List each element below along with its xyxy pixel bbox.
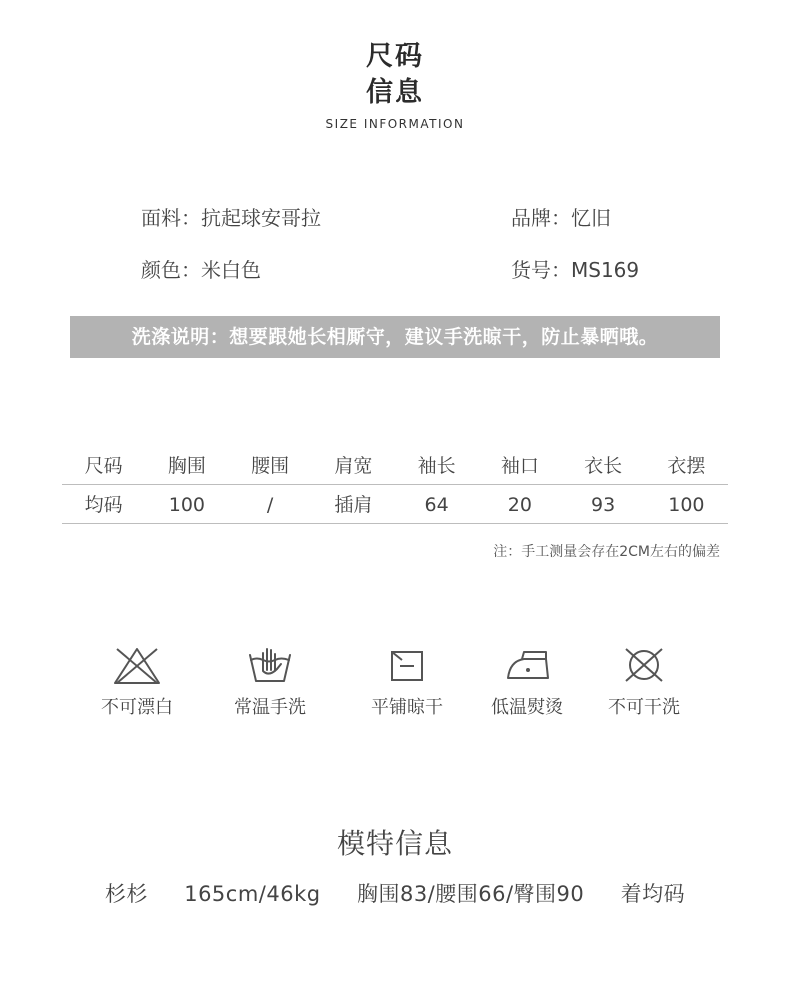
model-info-detail: [0, 878, 790, 908]
care-instructions-banner: 洗涤说明：想要跟她长相厮守，建议手洗晾干，防止暴晒哦。: [70, 316, 720, 358]
page-title-line2: 信息: [366, 77, 424, 108]
dry-flat-icon: [352, 643, 462, 687]
item-number-info: 货号：MS169: [511, 258, 640, 282]
care-label: 低温熨烫: [491, 697, 563, 718]
model-info-title: 模特信息: [336, 827, 453, 860]
table-cell: 均码: [84, 494, 123, 516]
table-cell: 100: [668, 494, 705, 516]
care-item-iron-low: [472, 643, 582, 719]
size-table-header-cell: 衣摆: [667, 455, 706, 477]
care-label: 不可漂白: [101, 697, 173, 718]
table-cell: 100: [168, 494, 205, 516]
size-table-header-cell: 胸围: [167, 455, 206, 477]
fabric-info: 面料：抗起球安哥拉: [141, 206, 321, 230]
measurement-note: 注：手工测量会存在2CM左右的偏差: [493, 544, 720, 560]
table-cell: 20: [507, 494, 532, 516]
size-table-header: [62, 446, 728, 485]
model-size-worn: 着均码: [620, 882, 686, 906]
care-item-dry-flat: [352, 643, 462, 719]
brand-info: 品牌：忆旧: [511, 206, 611, 230]
care-item-hand-wash: [215, 643, 325, 719]
care-item-no-bleach: [82, 643, 192, 719]
size-table-header-cell: 肩宽: [334, 455, 373, 477]
size-table-header-cell: 衣长: [584, 455, 623, 477]
page-subtitle: SIZE INFORMATION: [325, 117, 465, 131]
page-title-line1: 尺码: [366, 41, 424, 72]
size-table-header-cell: 袖长: [417, 455, 456, 477]
table-cell: /: [266, 494, 274, 516]
size-table: [62, 446, 728, 524]
size-table-header-cell: 尺码: [84, 455, 123, 477]
model-measurements: 胸围83/腰围66/臀围90: [356, 882, 585, 906]
table-cell: 插肩: [334, 494, 373, 516]
table-row: [62, 485, 728, 524]
size-table-header-cell: 袖口: [500, 455, 539, 477]
model-height-weight: 165cm/46kg: [184, 882, 321, 906]
size-table-header-cell: 腰围: [251, 455, 290, 477]
care-label: 平铺晾干: [371, 697, 443, 718]
table-cell: 64: [424, 494, 449, 516]
color-info: 颜色：米白色: [141, 258, 261, 282]
model-name: 杉杉: [104, 882, 148, 906]
care-label: 常温手洗: [234, 697, 306, 718]
no-dry-clean-icon: [589, 643, 699, 687]
table-cell: 93: [591, 494, 616, 516]
no-bleach-icon: [82, 643, 192, 687]
care-label: 不可干洗: [608, 697, 680, 718]
hand-wash-icon: [215, 643, 325, 687]
care-item-no-dry-clean: [589, 643, 699, 719]
iron-low-icon: [472, 643, 582, 687]
